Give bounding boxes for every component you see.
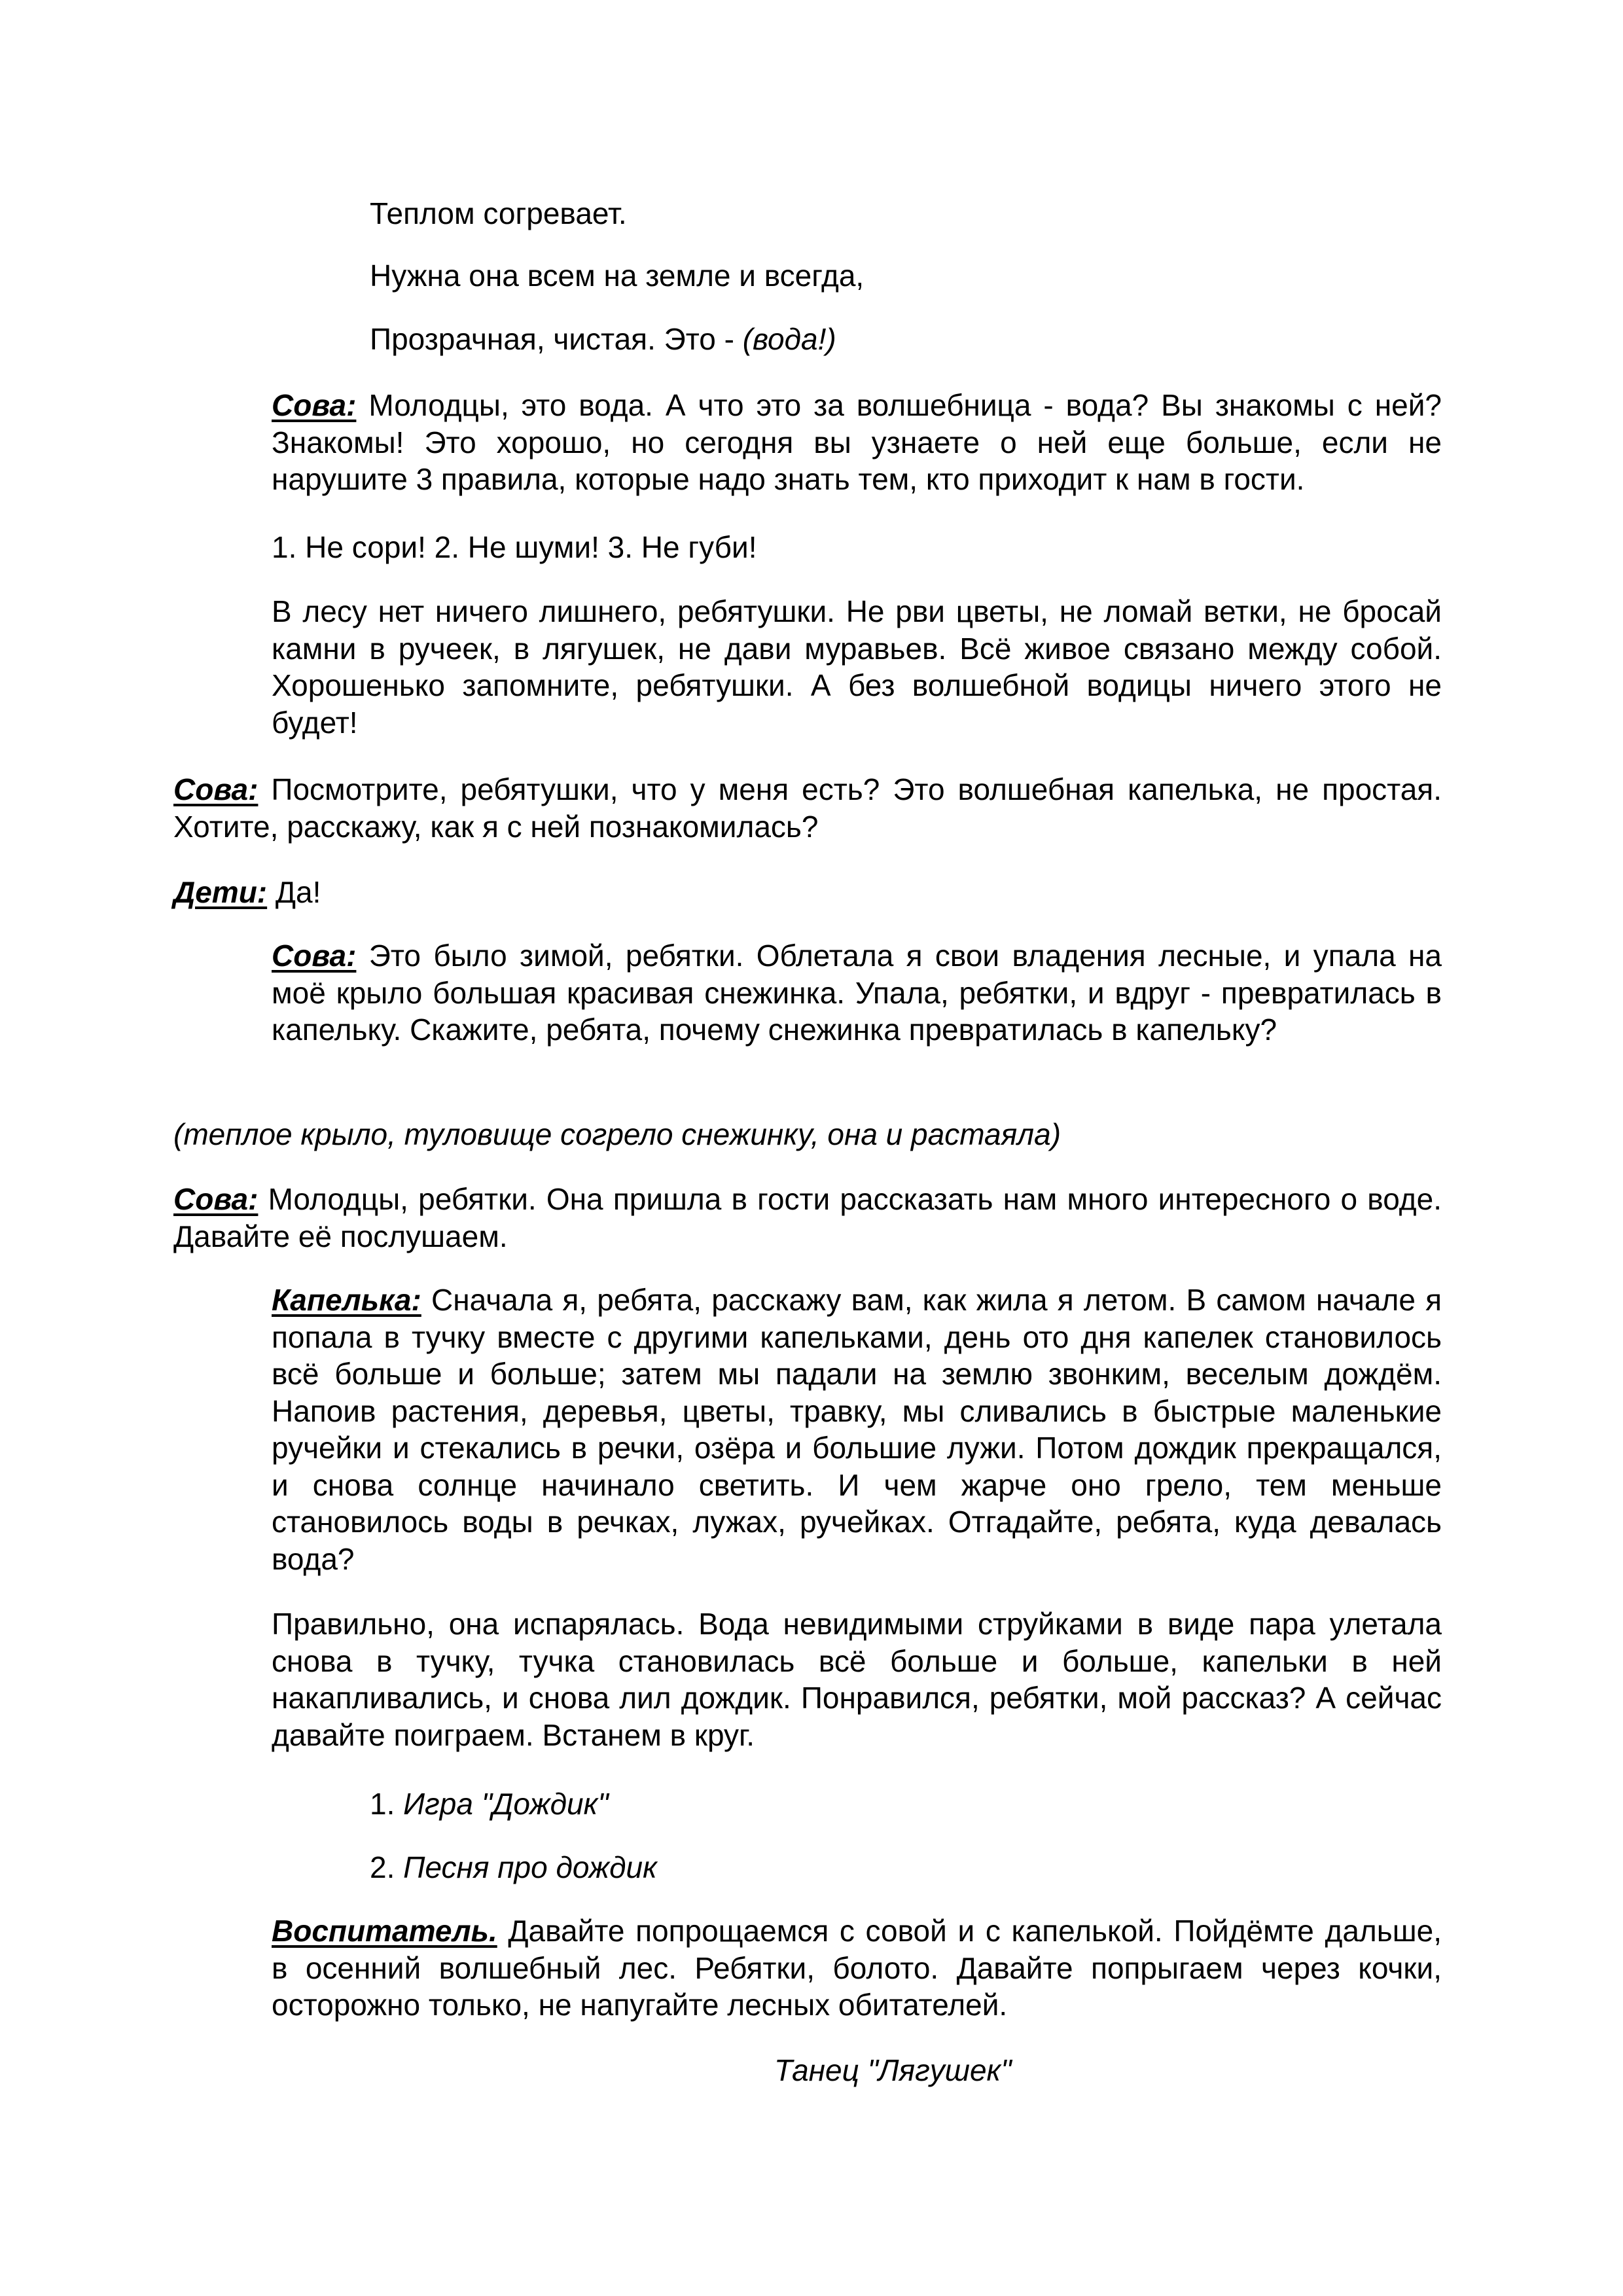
paragraph-children-answer xyxy=(173,874,1442,910)
paragraph-text: Посмотрите, ребятушки, что у меня есть? Это волшебная капелька, не простая. Хотите, расскажу, как я с ней познакомилась? xyxy=(173,772,1442,844)
paragraph-owl-intro xyxy=(272,387,1442,498)
rules-line: 1. Не сори! 2. Не шуми! 3. Не губи! xyxy=(272,530,757,564)
paragraph-owl-winter xyxy=(272,937,1442,1049)
paragraph-owl-guest xyxy=(173,1181,1442,1255)
paragraph-owl-droplet xyxy=(173,771,1442,845)
paragraph-evaporation: Правильно, она испарялась. Вода невидимыми струйками в виде пара улетала снова в тучку, тучка становилась всё больше и больше, капельки в ней накапливались, и снова лил дождик. Понравился, ребятки, мой рассказ? А сейчас давайте поиграем. Встанем в круг. xyxy=(272,1607,1442,1752)
speaker-label: Капелька: xyxy=(272,1283,421,1317)
paragraph-text: Молодцы, это вода. А что это за волшебница - вода? Вы знакомы с ней? Знакомы! Это хорошо, но сегодня вы узнаете о ней еще больше, если не нарушите 3 правила, которые надо знать тем, кто приходит к нам в гости. xyxy=(272,388,1442,496)
list-item xyxy=(370,1849,657,1886)
poem-line-1: Теплом согревает. xyxy=(370,196,627,230)
speaker-label: Дети: xyxy=(173,875,268,909)
paragraph-teacher xyxy=(272,1912,1442,2024)
poem-line-3-text: Прозрачная, чистая. Это - xyxy=(370,322,743,356)
poem-answer: (вода!) xyxy=(742,322,836,356)
list-number: 1. xyxy=(370,1787,404,1821)
list-item xyxy=(370,1785,609,1822)
poem-line-3 xyxy=(370,321,836,357)
list-text: Игра "Дождик" xyxy=(403,1787,609,1821)
speaker-label: Сова: xyxy=(173,772,259,806)
speaker-label: Воспитатель. xyxy=(272,1914,497,1948)
paragraph-text: Давайте попрощаемся с совой и с капелькой. Пойдёмте дальше, в осенний волшебный лес. Ребятки, болото. Давайте попрыгаем через кочки, осторожно только, не напугайте лесных обитателей. xyxy=(272,1914,1442,2022)
paragraph-droplet-story xyxy=(272,1282,1442,1577)
speaker-label: Сова: xyxy=(272,388,357,422)
paragraph-text: Сначала я, ребята, расскажу вам, как жила я летом. В самом начале я попала в тучку вместе с другими капельками, день ото дня капелек становилось всё больше и больше; затем мы падали на землю звонким, веселым дождём. Напоив растения, деревья, цветы, травку, мы сливались в быстрые маленькие ручейки и стекались в речки, озёра и большие лужи. Потом дождик прекращался, и снова солнце начинало светить. И чем жарче оно грело, тем меньше становилось воды в речках, лужах, ручейках. Отгадайте, ребята, куда девалась вода? xyxy=(272,1283,1442,1576)
list-number: 2. xyxy=(370,1850,404,1884)
paragraph-text: Да! xyxy=(267,875,321,909)
dance-title: Танец "Лягушек" xyxy=(774,2053,1012,2087)
paragraph-forest-rules: В лесу нет ничего лишнего, ребятушки. Не рви цветы, не ломай ветки, не бросай камни в ручеек, в лягушек, не дави муравьев. Всё живое связано между собой. Хорошенько запомните, ребятушки. А без волшебной водицы ничего этого не будет! xyxy=(272,594,1442,740)
paragraph-text: Это было зимой, ребятки. Облетала я свои владения лесные, и упала на моё крыло большая красивая снежинка. Упала, ребятки, и вдруг - превратилась в капельку. Скажите, ребята, почему снежинка превратилась в капельку? xyxy=(272,939,1442,1047)
stage-note: (теплое крыло, туловище согрело снежинку, она и растаяла) xyxy=(173,1117,1061,1151)
poem-line-2: Нужна она всем на земле и всегда, xyxy=(370,259,865,293)
list-text: Песня про дождик xyxy=(403,1850,657,1884)
speaker-label: Сова: xyxy=(173,1182,259,1216)
speaker-label: Сова: xyxy=(272,939,357,973)
paragraph-text: Молодцы, ребятки. Она пришла в гости рассказать нам много интересного о воде. Давайте её послушаем. xyxy=(173,1182,1442,1253)
